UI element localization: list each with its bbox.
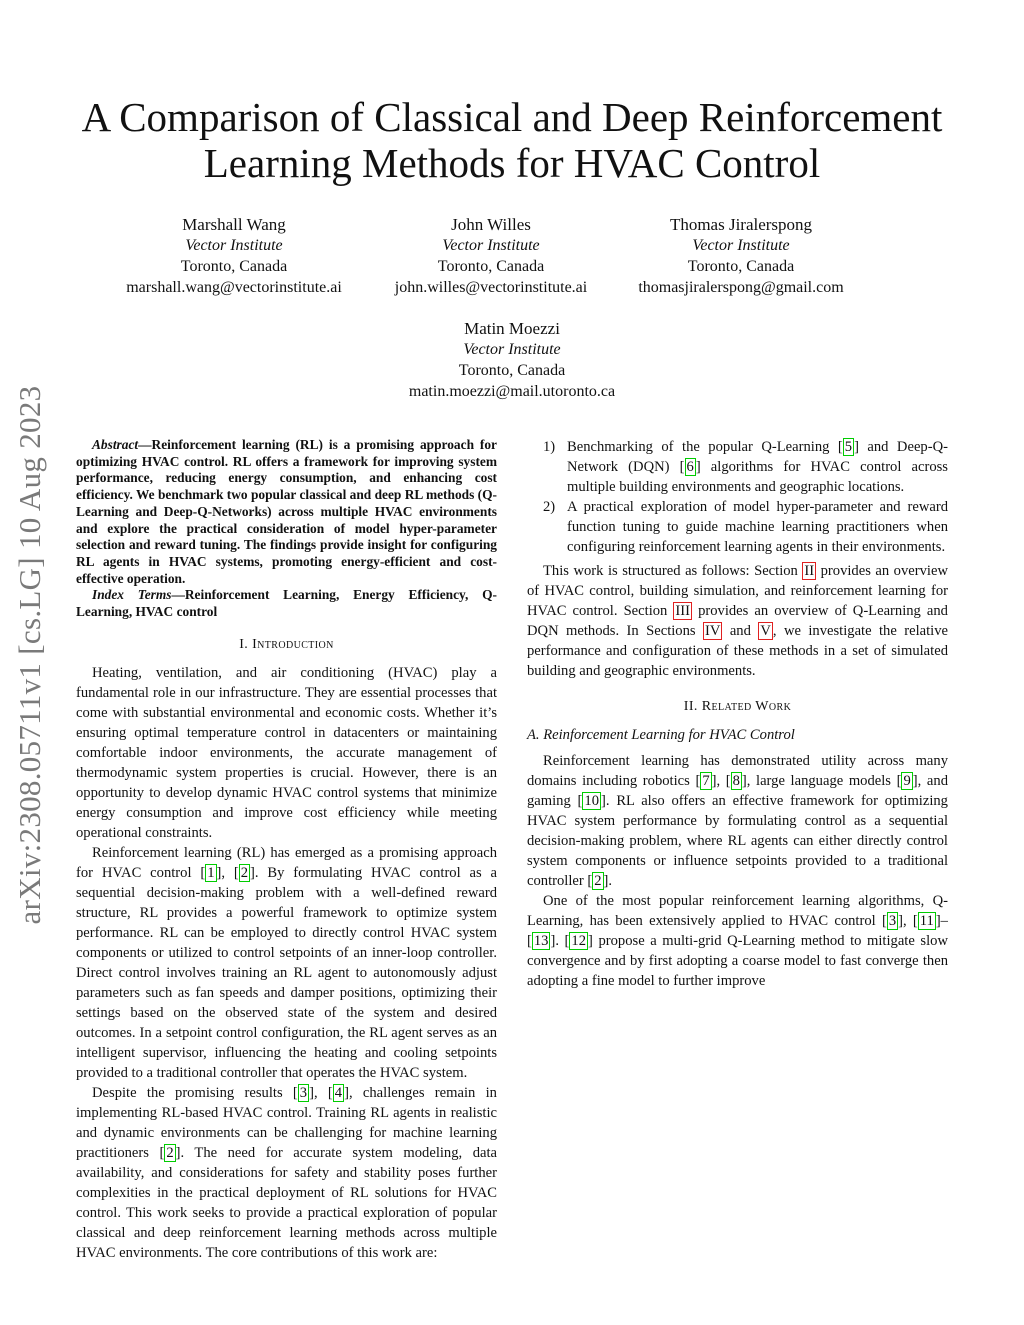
left-column bbox=[76, 437, 497, 1263]
author-name: Thomas Jiralerspong bbox=[669, 215, 813, 234]
arxiv-identifier: arXiv:2308.05711v1 [cs.LG] 10 Aug 2023 bbox=[12, 385, 47, 925]
section-link[interactable]: IV bbox=[705, 623, 721, 639]
section-link[interactable]: V bbox=[760, 623, 771, 639]
author-email[interactable]: marshall.wang@vectorinstitute.ai bbox=[126, 279, 342, 296]
author-location: Toronto, Canada bbox=[180, 258, 288, 275]
citation-link[interactable]: 2 bbox=[594, 873, 602, 889]
citation-link[interactable]: 3 bbox=[888, 913, 897, 929]
citation-link[interactable]: 2 bbox=[166, 1144, 174, 1161]
related-paragraph-2: One of the most popular reinforcement learning algorithms, Q-Learning, has been extensively applied to HVAC control [ 3 ], [ 11 ]–[ 13 ]. [ 12 ] propose a multi-grid Q-Learning method to mitigate slow convergence and by first adopting a coarse model to fast converge then adopting a fine model to further improve bbox=[527, 893, 948, 989]
author-affiliation: Vector Institute bbox=[463, 341, 561, 358]
abstract: Abstract—Reinforcement learning (RL) is a promising approach for optimizing HVAC control. RL offers a framework for improving system performance, reducing energy consumption, and enhancing cost efficiency. We benchmark two popular classical and deep RL methods (Q-Learning and Deep-Q-Networks) across multiple HVAC environments and explore the practical consideration of model hyper-parameter selection and reward tuning. The findings provide insight for configuring RL agents in HVAC systems, promoting energy-efficient and cost-effective operation. Index Terms—Reinforcement Learning, Energy Efficiency, Q-Learning, HVAC control bbox=[76, 437, 497, 620]
section-heading-introduction: I. Introduction bbox=[239, 636, 334, 652]
intro-paragraph-1: Heating, ventilation, and air conditioning (HVAC) play a fundamental role in our infrastructure. They are essential processes that come with substantial environmental and economic costs. Whether it’s ensuring optimal temperature control in datacenters or maintaining comfortable indoor environments, the accurate management of thermodynamic system properties is crucial. However, there is an opportunity to develop dynamic HVAC control systems that minimize energy consumption and improve cost efficiency while meeting operational constraints. bbox=[76, 664, 497, 841]
title-line-2: Learning Methods for HVAC Control bbox=[203, 140, 821, 186]
right-column bbox=[527, 437, 948, 991]
title-line-1: A Comparison of Classical and Deep Reinforcement bbox=[81, 94, 943, 140]
author-block bbox=[624, 214, 858, 298]
author-affiliation: Vector Institute bbox=[185, 237, 283, 254]
author-block bbox=[114, 214, 354, 298]
citation-link[interactable]: 12 bbox=[571, 933, 587, 949]
section-heading-related-work: II. Related Work bbox=[683, 699, 792, 714]
author-name: Matin Moezzi bbox=[464, 319, 560, 338]
index-terms: Reinforcement Learning, Energy Efficiency, Q-Learning, HVAC control bbox=[76, 587, 497, 620]
citation-link[interactable]: 11 bbox=[919, 913, 934, 929]
citation-link[interactable]: 5 bbox=[844, 439, 853, 455]
author-location: Toronto, Canada bbox=[687, 258, 795, 275]
author-location: Toronto, Canada bbox=[458, 362, 566, 379]
subsection-heading: A. Reinforcement Learning for HVAC Control bbox=[527, 727, 795, 743]
citation-link[interactable]: 13 bbox=[533, 933, 549, 949]
author-email[interactable]: matin.moezzi@mail.utoronto.ca bbox=[408, 383, 616, 400]
author-block bbox=[382, 318, 642, 402]
section-link[interactable]: III bbox=[675, 603, 690, 619]
list-item: 2) A practical exploration of model hyper-parameter and reward function tuning to guide machine learning practitioners when configuring reinforcement learning agents in their environments. bbox=[543, 499, 948, 555]
list-item: 1) Benchmarking of the popular Q-Learning [ 5 ] and Deep-Q-Network (DQN) [ 6 ] algorithms for HVAC control across multiple building environments and geographic locations. bbox=[543, 439, 948, 495]
author-name: John Willes bbox=[451, 215, 531, 234]
author-email[interactable]: john.willes@vectorinstitute.ai bbox=[394, 279, 588, 296]
paper-title bbox=[60, 94, 964, 186]
citation-link[interactable]: 3 bbox=[299, 1084, 308, 1101]
intro-paragraph-2: Reinforcement learning (RL) has emerged as a promising approach for HVAC control [ 1 ], [ 2 ]. By formulating HVAC control as a sequential decision-making problem with a well-defined reward structure, RL provides a powerful framework to optimize system performance. RL can be employed to directly control HVAC system components or utilized to control setpoints of an inner-loop controller. Direct control involves training an RL agent to autonomously adjust parameters such as fan speeds and damper positions, optimizing their settings based on the observed state of the system and desired outcomes. In a setpoint control configuration, the RL agent serves as an intelligent supervisor, influencing the heating and cooling setpoints provided to a traditional controller that operates the HVAC system. bbox=[76, 844, 497, 1081]
section-link[interactable]: II bbox=[804, 563, 815, 579]
citation-link[interactable]: 2 bbox=[240, 864, 249, 881]
author-block bbox=[381, 214, 601, 298]
author-affiliation: Vector Institute bbox=[692, 237, 790, 254]
related-paragraph-1: Reinforcement learning has demonstrated utility across many domains including robotics [ 7 ], [ 8 ], large language models [ 9 ], and gaming [ 10 ]. RL also offers an effective framework for optimizing HVAC system performance by formulating control as a sequential decision-making problem, where RL agents can either directly control system components or influence setpoints provided to a traditional controller [ 2 ]. bbox=[527, 753, 948, 889]
author-name: Marshall Wang bbox=[182, 215, 286, 234]
citation-link[interactable]: 4 bbox=[334, 1084, 343, 1101]
author-location: Toronto, Canada bbox=[437, 258, 545, 275]
intro-paragraph-3: Despite the promising results [ 3 ], [ 4 ], challenges remain in implementing RL-based HVAC control. Training RL agents in realistic and dynamic environments can be challenging for machine learning practitioners [ 2 ]. The need for accurate system modeling, data availability, and considerations for safety and stability poses further complexities in the practical deployment of RL solutions for HVAC control. This work seeks to provide a practical exploration of popular classical and deep reinforcement learning methods across multiple HVAC environments. The core contributions of this work are: bbox=[76, 1084, 497, 1261]
citation-link[interactable]: 8 bbox=[732, 773, 740, 789]
citation-link[interactable]: 9 bbox=[903, 773, 911, 789]
citation-link[interactable]: 10 bbox=[584, 793, 600, 809]
index-terms-label: Index Terms bbox=[92, 587, 172, 603]
citation-link[interactable]: 7 bbox=[702, 773, 710, 789]
abstract-text: Reinforcement learning (RL) is a promising approach for optimizing HVAC control. RL offers a framework for improving system performance, reducing energy consumption, and enhancing cost efficiency. We benchmark two popular classical and deep RL methods (Q-Learning and Deep-Q-Networks) across multiple HVAC environments and explore the practical consideration of model hyper-parameter selection and reward tuning. The findings provide insight for configuring RL agents in HVAC systems, promoting energy-efficient and cost-effective operation. bbox=[76, 437, 497, 586]
contributions-list bbox=[527, 437, 948, 557]
author-email[interactable]: thomasjiralerspong@gmail.com bbox=[638, 279, 844, 296]
citation-link[interactable]: 1 bbox=[207, 864, 215, 881]
abstract-label: Abstract bbox=[92, 437, 139, 452]
author-affiliation: Vector Institute bbox=[442, 237, 540, 254]
citation-link[interactable]: 6 bbox=[686, 459, 694, 475]
intro-paragraph-4: This work is structured as follows: Section II provides an overview of HVAC control, building simulation, and reinforcement learning for HVAC control. Section III provides an overview of Q-Learning and DQN methods. In Sections IV and V , we investigate the relative performance and configuration of these methods in a set of simulated building and geographic environments. bbox=[527, 563, 948, 679]
